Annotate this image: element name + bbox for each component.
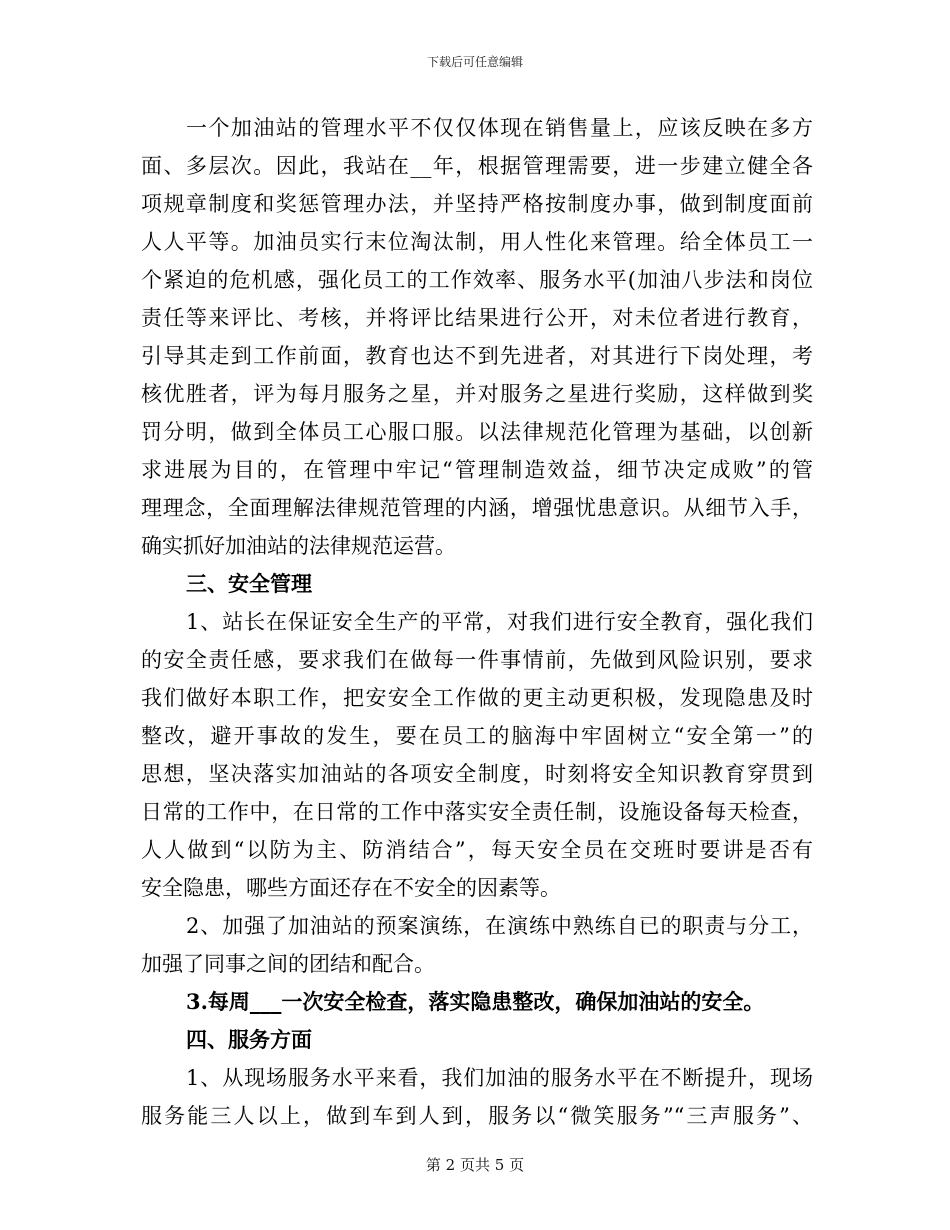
document-body [141, 109, 813, 1135]
text-line: 3.每周___一次安全检查，落实隐患整改，确保加油站的安全。 [186, 989, 765, 1014]
text-line: 项规章制度和奖惩管理办法，并坚持严格按制度办事，做到制度面前 [141, 192, 813, 216]
text-line: 1、从现场服务水平来看，我们加油的服务水平在不断提升，现场 [186, 1066, 813, 1090]
header-note: 下载后可任意编辑 [426, 55, 523, 69]
text-line: 面、多层次。因此，我站在__年，根据管理需要，进一步建立健全各 [141, 154, 813, 178]
paragraph-drills [141, 907, 813, 983]
text-line: 整改，避开事故的发生，要在员工的脑海中牢固树立“安全第一”的 [141, 724, 813, 748]
text-line: 引导其走到工作前面，教育也达不到先进者，对其进行下岗处理，考 [141, 344, 813, 368]
text-line: 我们做好本职工作，把安安全工作做的更主动更积极，发现隐患及时 [141, 686, 813, 710]
heading-text: 三、安全管理 [186, 571, 312, 596]
text-line: 服务能三人以上，做到车到人到，服务以“微笑服务”“三声服务”、 [141, 1104, 813, 1128]
text-line: 2、加强了加油站的预案演练，在演练中熟练自已的职责与分工， [186, 914, 813, 938]
section-heading-service [141, 1021, 813, 1059]
text-line: 罚分明，做到全体员工心服口服。以法律规范化管理为基础，以创新 [141, 420, 813, 444]
heading-text: 四、服务方面 [186, 1027, 312, 1052]
paragraph-safety-education [141, 603, 813, 907]
paragraph-weekly-inspection [141, 983, 813, 1021]
text-line: 确实抓好加油站的法律规范运营。 [141, 534, 456, 558]
text-line: 人人平等。加油员实行末位淘汰制，用人性化来管理。给全体员工一 [141, 230, 813, 254]
text-line: 日常的工作中，在日常的工作中落实安全责任制，设施设备每天检查， [141, 800, 813, 824]
text-line: 理理念，全面理解法律规范管理的内涵，增强忧患意识。从细节入手， [141, 496, 813, 520]
text-line: 思想，坚决落实加油站的各项安全制度，时刻将安全知识教育穿贯到 [141, 762, 813, 786]
text-line: 安全隐患，哪些方面还存在不安全的因素等。 [141, 876, 561, 900]
section-heading-safety [141, 565, 813, 603]
text-line: 加强了同事之间的团结和配合。 [141, 952, 435, 976]
text-line: 人人做到“以防为主、防消结合”，每天安全员在交班时要讲是否有 [141, 838, 813, 862]
paragraph-management [141, 109, 813, 565]
text-line: 责任等来评比、考核，并将评比结果进行公开，对未位者进行教育， [141, 306, 813, 330]
text-line: 1、站长在保证安全生产的平常，对我们进行安全教育，强化我们 [186, 610, 813, 634]
text-line: 求进展为目的，在管理中牢记“管理制造效益，细节决定成败”的管 [141, 458, 813, 482]
page-number: 第 2 页共 5 页 [425, 1156, 525, 1174]
text-line: 一个加油站的管理水平不仅仅体现在销售量上，应该反映在多方 [186, 116, 813, 140]
text-line: 核优胜者，评为每月服务之星，并对服务之星进行奖励，这样做到奖 [141, 382, 813, 406]
text-line: 个紧迫的危机感，强化员工的工作效率、服务水平(加油八步法和岗位 [141, 268, 813, 292]
text-line: 的安全责任感，要求我们在做每一件事情前，先做到风险识别，要求 [141, 648, 813, 672]
paragraph-service [141, 1059, 813, 1135]
